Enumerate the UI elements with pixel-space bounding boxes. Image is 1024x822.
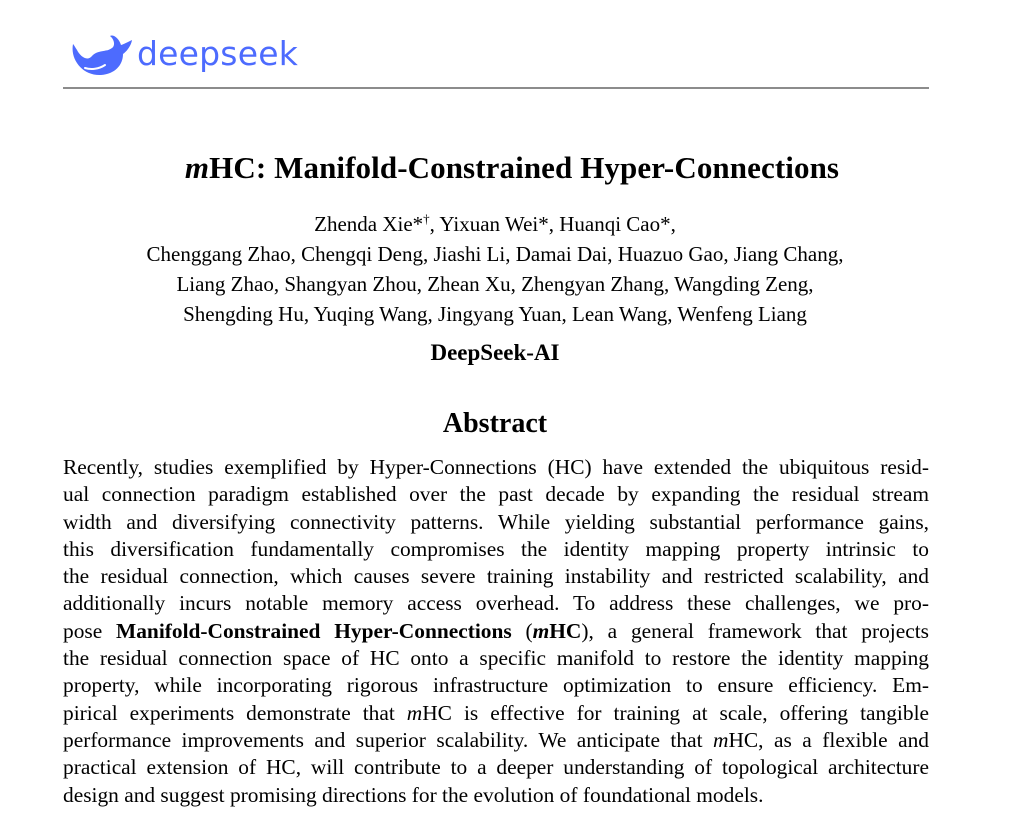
- abstract-text: pose: [63, 618, 117, 643]
- author-line-1: [0, 209, 990, 239]
- author-list: [0, 209, 990, 329]
- title-italic-m: m: [184, 150, 210, 185]
- header: [63, 26, 298, 82]
- abstract-line: [63, 700, 929, 727]
- italic-m: m: [406, 700, 423, 725]
- abstract-body: [63, 454, 929, 809]
- abstract-line: the residual connection space of HC onto a specific manifold to restore the identity mapping: [63, 646, 929, 671]
- abstract-text: ), a general framework that projects: [581, 618, 929, 643]
- abstract-line: Recently, studies exemplified by Hyper-Connections (HC) have extended the ubiquitous resid-: [63, 455, 929, 479]
- paper-title: [0, 150, 1024, 186]
- title-text: HC: Manifold-Constrained Hyper-Connections: [209, 150, 840, 185]
- method-name-bold: Manifold-Constrained Hyper-Connections: [116, 618, 512, 643]
- abstract-text: HC, as a flexible and: [728, 727, 929, 752]
- abstract-line: additionally incurs notable memory access overhead. To address these challenges, we pro-: [63, 591, 929, 616]
- author-line-4: Shengding Hu, Yuqing Wang, Jingyang Yuan, Lean Wang, Wenfeng Liang: [183, 302, 807, 326]
- abstract-text: performance improvements and superior scalability. We anticipate that: [63, 727, 713, 752]
- abstract-text: (: [511, 618, 533, 643]
- method-abbrev-m: m: [532, 618, 550, 643]
- abstract-line: design and suggest promising directions for the evolution of foundational models.: [63, 782, 764, 807]
- abstract-heading: Abstract: [442, 408, 548, 439]
- abstract-line: width and diversifying connectivity patterns. While yielding substantial performance gains,: [63, 509, 929, 534]
- author-line-3: Liang Zhao, Shangyan Zhou, Zhean Xu, Zhengyan Zhang, Wangding Zeng,: [176, 272, 814, 296]
- author-line-2: Chenggang Zhao, Chengqi Deng, Jiashi Li, Damai Dai, Huazuo Gao, Jiang Chang,: [146, 242, 844, 266]
- author-line-1-rest: , Yixuan Wei*, Huanqi Cao*,: [429, 212, 676, 236]
- abstract-text: HC is effective for training at scale, offering tangible: [422, 700, 930, 725]
- abstract-line: ual connection paradigm established over the past decade by expanding the residual stream: [63, 482, 929, 507]
- abstract-line: practical extension of HC, will contribute to a deeper understanding of topological architecture: [63, 755, 929, 780]
- brand-wordmark: deepseek: [137, 33, 299, 73]
- author-footnote-mark: †: [423, 211, 430, 226]
- method-abbrev-hc: HC: [549, 618, 582, 643]
- abstract-line: [63, 618, 929, 645]
- abstract-line: this diversification fundamentally compromises the identity mapping property intrinsic to: [63, 536, 929, 561]
- abstract-line: property, while incorporating rigorous infrastructure optimization to ensure efficiency. Em-: [63, 673, 929, 698]
- whale-logo-icon: [63, 26, 135, 82]
- abstract-text: pirical experiments demonstrate that: [63, 700, 407, 725]
- abstract-line: the residual connection, which causes severe training instability and restricted scalability, and: [63, 564, 929, 589]
- author-first: Zhenda Xie*: [314, 212, 424, 236]
- abstract-line: [63, 727, 929, 754]
- italic-m: m: [713, 727, 729, 752]
- header-divider: [63, 87, 929, 89]
- affiliation: DeepSeek-AI: [430, 340, 560, 365]
